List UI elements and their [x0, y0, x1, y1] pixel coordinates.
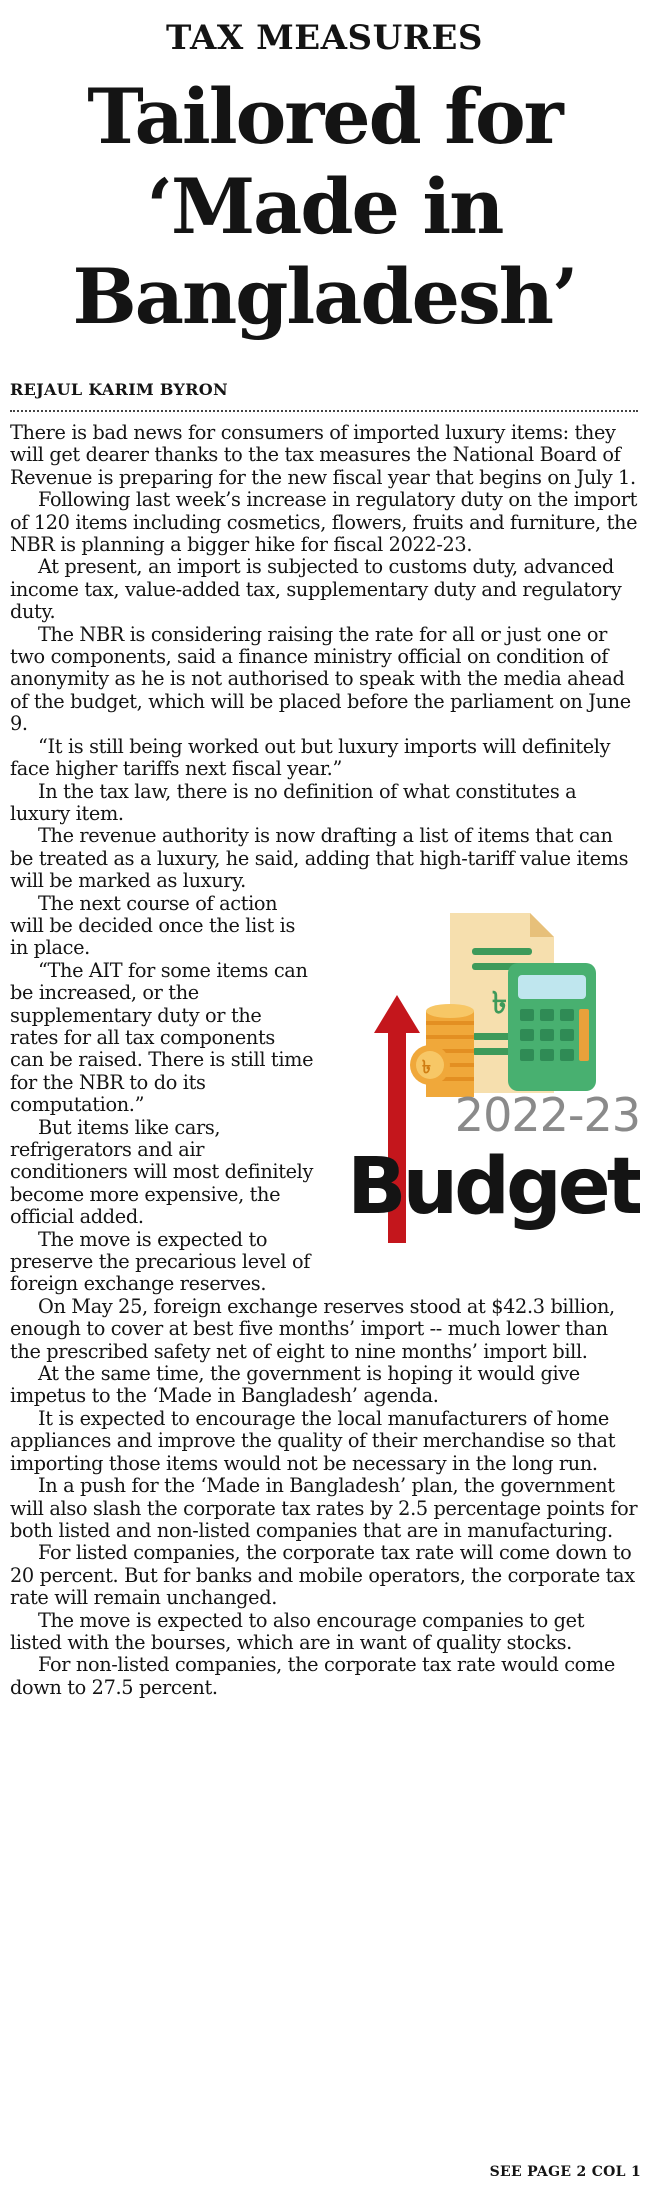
section-kicker: TAX MEASURES [166, 18, 483, 58]
coin-stack-icon [410, 1004, 474, 1097]
headline: Tailored for ‘Made in Bangladesh’ [72, 72, 577, 341]
continuation-link[interactable]: SEE PAGE 2 COL 1 [489, 2164, 641, 2180]
article-body [10, 422, 640, 1699]
paragraph: For non-listed companies, the corporate tax rate would come down to 27.5 percent. [10, 1653, 615, 1699]
paragraph: The revenue authority is now drafting a list of items that can be treated as a luxury, he said, adding that high-tariff value items will be marked as luxury. [10, 824, 629, 893]
paragraph: The move is expected to also encourage companies to get listed with the bourses, which are in want of quality stocks. [10, 1608, 585, 1654]
svg-text:৳: ৳ [422, 1056, 431, 1078]
svg-text:৳: ৳ [492, 985, 507, 1021]
calculator-icon [508, 963, 596, 1091]
budget-year: 2022-23 [454, 1087, 640, 1142]
paragraph: Following last week’s increase in regulatory duty on the import of 120 items including cosmetics, flowers, fruits and furniture, the NBR is planning a bigger hike for fiscal 2022-23. [10, 488, 638, 557]
paragraph: The NBR is considering raising the rate for all or just one or two components, said a finance ministry official on condition of anonymity as he is not authorised to speak with the media ahead of the budget, which will be placed before the parliament on June 9. [10, 622, 631, 736]
byline: REJAUL KARIM BYRON [10, 380, 228, 399]
paragraph: At present, an import is subjected to customs duty, advanced income tax, value-added tax, supplementary duty and regulatory duty. [10, 555, 622, 624]
budget-graphic [322, 893, 640, 1263]
paragraph: It is expected to encourage the local manufacturers of home appliances and improve the quality of their merchandise so that importing those items would not be necessary in the long run. [10, 1406, 616, 1475]
paragraph: But items like cars, refrigerators and air conditioners will most definitely become more expensive, the official added. [10, 1115, 314, 1229]
paragraph: “It is still being worked out but luxury imports will definitely face higher tariffs next fiscal year.” [10, 734, 611, 781]
paragraph: At the same time, the government is hoping it would give impetus to the ‘Made in Bangladesh’ agenda. [10, 1362, 580, 1408]
paragraph: The next course of action will be decided once the list is in place. [10, 891, 295, 960]
paragraph: The move is expected to preserve the precarious level of foreign exchange reserves. [10, 1227, 311, 1296]
paragraph: There is bad news for consumers of imported luxury items: they will get dearer thanks to the tax measures the National Board of Revenue is preparing for the new fiscal year that begins on July 1. [10, 421, 636, 489]
paragraph: On May 25, foreign exchange reserves stood at $42.3 billion, enough to cover at best five months’ import -- much lower than the prescribed safety net of eight to nine months’ import bill. [10, 1294, 615, 1363]
paragraph: For listed companies, the corporate tax rate will come down to 20 percent. But for banks and mobile operators, the corporate tax rate will remain unchanged. [10, 1541, 635, 1610]
paragraph: In the tax law, there is no definition of what constitutes a luxury item. [10, 779, 577, 825]
budget-word: Budget [347, 1141, 640, 1232]
paragraph: In a push for the ‘Made in Bangladesh’ plan, the government will also slash the corporate tax rates by 2.5 percentage points for both listed and non-listed companies that are in manufacturing. [10, 1474, 638, 1542]
paragraph: “The AIT for some items can be increased, or the supplementary duty or the rates for all tax components can be raised. There is still time for the NBR to do its computation.” [10, 958, 314, 1117]
byline-divider [10, 410, 638, 412]
